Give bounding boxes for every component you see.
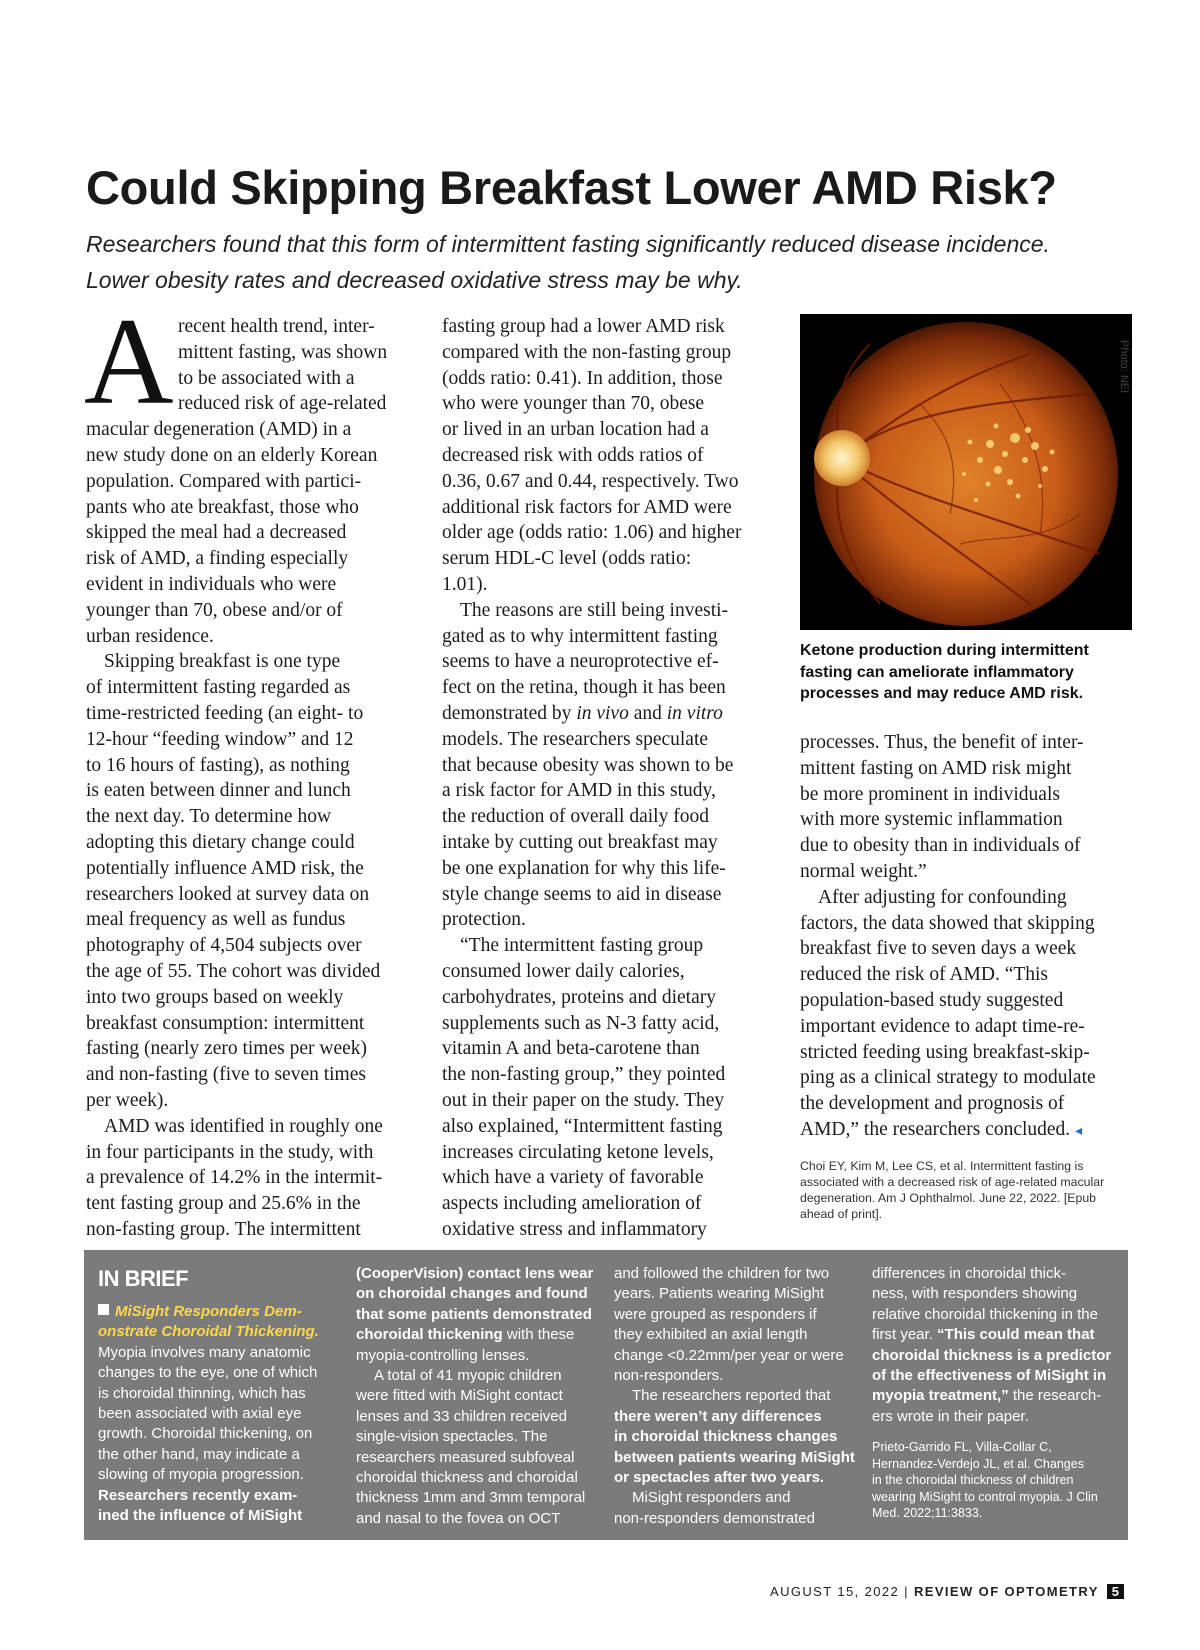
- text-line: style change seems to aid in disease: [442, 883, 722, 905]
- text-line: to 16 hours of fasting), as nothing: [86, 754, 350, 776]
- text-line: important evidence to adapt time-re-: [800, 1015, 1085, 1037]
- text-line: aspects including amelioration of: [442, 1193, 702, 1215]
- page-number: 5: [1107, 1584, 1124, 1599]
- text-line: non-fasting group. The intermittent: [86, 1218, 361, 1240]
- article-reference: [800, 1158, 1140, 1222]
- brief-headline: MiSight Responders Dem-: [115, 1303, 302, 1320]
- brief-line: Myopia involves many anatomic: [98, 1343, 311, 1361]
- text-line: a risk factor for AMD in this study,: [442, 780, 716, 802]
- text-line: the development and prognosis of: [800, 1093, 1065, 1115]
- text-line: processes. Thus, the benefit of inter-: [800, 732, 1084, 753]
- in-brief-box: [84, 1250, 1128, 1540]
- text-line: a prevalence of 14.2% in the intermit-: [86, 1167, 383, 1189]
- brief-line: [356, 1325, 602, 1345]
- text-run: and: [633, 702, 662, 724]
- reference-line: ahead of print].: [800, 1207, 883, 1221]
- text-line: per week).: [86, 1089, 169, 1111]
- text-line: seems to have a neuroprotective ef-: [442, 651, 719, 673]
- text-line: pants who ate breakfast, those who: [86, 496, 359, 518]
- brief-line: A total of 41 myopic children: [374, 1366, 562, 1384]
- photo-caption: [800, 640, 1140, 705]
- subtitle-line: Researchers found that this form of intermittent fasting significantly reduced disease incidence.: [86, 231, 1050, 257]
- brief-line: choroidal thickness is a predictor: [872, 1346, 1112, 1364]
- reference-line: degeneration. Am J Ophthalmol. June 22, 2022. [Epub: [800, 1191, 1097, 1205]
- text-line: [800, 1117, 1140, 1143]
- brief-line: ined the influence of MiSight: [98, 1506, 303, 1524]
- article-title: Could Skipping Breakfast Lower AMD Risk?: [86, 161, 1057, 214]
- brief-line: MiSight responders and: [632, 1489, 791, 1507]
- brief-line: relative choroidal thickening in the: [872, 1305, 1098, 1323]
- in-brief-column-3: [614, 1264, 860, 1529]
- text-line: researchers looked at survey data on: [86, 883, 370, 905]
- text-line: photography of 4,504 subjects over: [86, 935, 362, 957]
- text-line: decreased risk with odds ratios of: [442, 444, 704, 466]
- italic-term: in vitro: [666, 702, 723, 724]
- brief-line: years. Patients wearing MiSight: [614, 1285, 825, 1303]
- text-line: also explained, “Intermittent fasting: [442, 1115, 723, 1137]
- text-line: potentially influence AMD risk, the: [86, 857, 364, 879]
- text-line: fasting (nearly zero times per week): [86, 1038, 367, 1060]
- text-line: in four participants in the study, with: [86, 1141, 374, 1163]
- reference-line: Choi EY, Kim M, Lee CS, et al. Intermittent fasting is: [800, 1159, 1084, 1173]
- text-line: oxidative stress and inflammatory: [442, 1218, 707, 1240]
- text-run: choroidal thickening: [356, 1326, 503, 1344]
- text-line: adopting this dietary change could: [86, 831, 355, 853]
- brief-line: changes to the eye, one of which: [98, 1364, 318, 1382]
- footer-publication: REVIEW OF OPTOMETRY: [913, 1584, 1099, 1599]
- brief-reference-line: Prieto-Garrido FL, Villa-Collar C,: [872, 1440, 1052, 1455]
- brief-line: and nasal to the fovea on OCT: [356, 1509, 561, 1527]
- text-line: the age of 55. The cohort was divided: [86, 960, 381, 982]
- text-line: additional risk factors for AMD were: [442, 496, 732, 518]
- brief-headline: onstrate Choroidal Thickening.: [98, 1323, 319, 1341]
- text-line: After adjusting for confounding: [818, 886, 1067, 908]
- brief-line: they exhibited an axial length: [614, 1326, 808, 1344]
- photo-credit: Photo: NEI: [1118, 340, 1130, 394]
- brief-line: growth. Choroidal thickening, on: [98, 1425, 313, 1443]
- brief-line: differences in choroidal thick-: [872, 1265, 1066, 1282]
- text-line: the reduction of overall daily food: [442, 806, 709, 828]
- brief-line: non-responders demonstrated: [614, 1509, 815, 1527]
- text-run: with these: [506, 1326, 575, 1344]
- text-line: evident in individuals who were: [86, 573, 337, 595]
- brief-line: myopia-controlling lenses.: [356, 1346, 530, 1364]
- text-line: intake by cutting out breakfast may: [442, 831, 718, 853]
- text-run: demonstrated by: [442, 702, 572, 724]
- caption-line: fasting can ameliorate inflammatory: [800, 663, 1074, 681]
- text-line: ping as a clinical strategy to modulate: [800, 1067, 1096, 1089]
- footer-separator: |: [899, 1584, 914, 1599]
- brief-reference: [872, 1439, 1122, 1522]
- text-line: normal weight.”: [800, 860, 927, 882]
- text-run: AMD,” the researchers concluded.: [800, 1118, 1071, 1140]
- brief-line: The researchers reported that: [632, 1387, 831, 1405]
- text-line: 0.36, 0.67 and 0.44, respectively. Two: [442, 470, 739, 492]
- text-line: 12-hour “feeding window” and 12: [86, 728, 354, 750]
- text-line: with more systemic inflammation: [800, 809, 1063, 831]
- brief-line: slowing of myopia progression.: [98, 1466, 304, 1484]
- text-line: 1.01).: [442, 573, 488, 595]
- text-line: models. The researchers speculate: [442, 728, 709, 750]
- bullet-square-icon: [98, 1304, 109, 1315]
- brief-line: were grouped as responders if: [614, 1305, 817, 1323]
- brief-line: been associated with axial eye: [98, 1404, 302, 1422]
- text-line: vitamin A and beta-carotene than: [442, 1038, 700, 1060]
- text-line: to be associated with a: [178, 367, 355, 389]
- brief-line: Researchers recently exam-: [98, 1486, 298, 1504]
- text-line: the next day. To determine how: [86, 806, 332, 828]
- brief-line: is choroidal thinning, which has: [98, 1384, 306, 1402]
- text-line: older age (odds ratio: 1.06) and higher: [442, 522, 742, 544]
- brief-line: single-vision spectacles. The: [356, 1428, 548, 1446]
- article-column-3: [800, 730, 1140, 1143]
- text-line: of intermittent fasting regarded as: [86, 677, 351, 699]
- brief-line: lenses and 33 children received: [356, 1407, 567, 1425]
- brief-line: thickness 1mm and 3mm temporal: [356, 1489, 586, 1507]
- reference-line: associated with a decreased risk of age-related macular: [800, 1175, 1105, 1189]
- brief-reference-line: wearing MiSight to control myopia. J Clin: [872, 1489, 1098, 1504]
- text-line: increases circulating ketone levels,: [442, 1141, 714, 1163]
- brief-line: between patients wearing MiSight: [614, 1448, 855, 1466]
- text-line: supplements such as N-3 fatty acid,: [442, 1012, 720, 1034]
- text-line: compared with the non-fasting group: [442, 341, 732, 363]
- text-line: population. Compared with partici-: [86, 470, 362, 492]
- text-line: carbohydrates, proteins and dietary: [442, 986, 716, 1008]
- text-line: breakfast consumption: intermittent: [86, 1012, 365, 1034]
- text-line: and non-fasting (five to seven times: [86, 1064, 366, 1086]
- text-line: “The intermittent fasting group: [460, 935, 704, 957]
- article-column-2: [442, 314, 772, 1243]
- article-column-1: [84, 293, 416, 1243]
- text-line: into two groups based on weekly: [86, 986, 344, 1008]
- brief-line: the other hand, may indicate a: [98, 1445, 300, 1463]
- brief-line: (CooperVision) contact lens wear: [356, 1265, 594, 1282]
- in-brief-column-1: [98, 1264, 344, 1526]
- text-line: breakfast five to seven days a week: [800, 938, 1077, 960]
- text-line: risk of AMD, a finding especially: [86, 548, 349, 570]
- caption-line: Ketone production during intermittent: [800, 642, 1089, 659]
- text-line: stricted feeding using breakfast-skip-: [800, 1041, 1090, 1063]
- text-line: meal frequency as well as fundus: [86, 909, 346, 931]
- text-line: urban residence.: [86, 625, 214, 647]
- brief-line: [872, 1386, 1122, 1406]
- brief-line: were fitted with MiSight contact: [356, 1387, 563, 1405]
- in-brief-column-4: [872, 1264, 1122, 1522]
- drop-cap: A: [84, 293, 174, 430]
- text-line: AMD was identified in roughly one: [104, 1115, 383, 1137]
- brief-line: ness, with responders showing: [872, 1285, 1078, 1303]
- text-line: recent health trend, inter-: [178, 316, 375, 337]
- text-line: mittent fasting, was shown: [178, 341, 388, 363]
- caption-line: processes and may reduce AMD risk.: [800, 685, 1084, 702]
- text-line: be more prominent in individuals: [800, 783, 1060, 805]
- text-line: mittent fasting on AMD risk might: [800, 757, 1072, 779]
- fundus-photo: [800, 314, 1132, 630]
- brief-line: and followed the children for two: [614, 1265, 830, 1282]
- text-line: The reasons are still being investi-: [460, 599, 729, 621]
- brief-reference-line: in the choroidal thickness of children: [872, 1473, 1074, 1488]
- end-mark-icon: ◂: [1075, 1123, 1083, 1139]
- text-run: myopia treatment,”: [872, 1387, 1009, 1405]
- brief-reference-line: Med. 2022;11:3833.: [872, 1506, 983, 1521]
- brief-line: ers wrote in their paper.: [872, 1407, 1029, 1425]
- brief-line: non-responders.: [614, 1366, 724, 1384]
- text-line: serum HDL-C level (odds ratio:: [442, 548, 692, 570]
- brief-line: in choroidal thickness changes: [614, 1428, 838, 1446]
- footer-date: AUGUST 15, 2022: [770, 1584, 900, 1599]
- in-brief-label: IN BRIEF: [98, 1266, 189, 1291]
- brief-line: researchers measured subfoveal: [356, 1448, 575, 1466]
- text-line: who were younger than 70, obese: [442, 393, 705, 415]
- text-line: skipped the meal had a decreased: [86, 522, 347, 544]
- article-subtitle: [86, 226, 1166, 298]
- text-line: protection.: [442, 909, 526, 931]
- text-line: Skipping breakfast is one type: [104, 651, 341, 673]
- text-line: (odds ratio: 0.41). In addition, those: [442, 367, 723, 389]
- text-line: the non-fasting group,” they pointed: [442, 1064, 726, 1086]
- text-line: tent fasting group and 25.6% in the: [86, 1193, 361, 1215]
- text-run: the research-: [1012, 1387, 1102, 1405]
- page-footer: [770, 1584, 1124, 1599]
- in-brief-column-2: [356, 1264, 602, 1529]
- text-run: “This could mean that: [937, 1326, 1095, 1344]
- text-line: gated as to why intermittent fasting: [442, 625, 718, 647]
- text-line: reduced the risk of AMD. “This: [800, 964, 1049, 986]
- brief-line: on choroidal changes and found: [356, 1285, 588, 1303]
- text-run: first year.: [872, 1326, 933, 1344]
- text-line: younger than 70, obese and/or of: [86, 599, 343, 621]
- text-line: or lived in an urban location had a: [442, 419, 709, 441]
- brief-reference-line: Hernandez-Verdejo JL, et al. Changes: [872, 1456, 1084, 1471]
- text-line: population-based study suggested: [800, 989, 1064, 1011]
- text-line: [442, 701, 772, 727]
- text-line: reduced risk of age-related: [178, 393, 387, 415]
- fundus-illustration: [800, 314, 1132, 630]
- subtitle-line: Lower obesity rates and decreased oxidative stress may be why.: [86, 267, 743, 293]
- brief-line: of the effectiveness of MiSight in: [872, 1366, 1107, 1384]
- text-line: factors, the data showed that skipping: [800, 912, 1095, 934]
- brief-line: [872, 1325, 1122, 1345]
- text-line: which have a variety of favorable: [442, 1167, 704, 1189]
- brief-line: change <0.22mm/per year or were: [614, 1346, 844, 1364]
- text-line: fasting group had a lower AMD risk: [442, 316, 725, 337]
- italic-term: in vivo: [576, 702, 629, 724]
- brief-line: there weren’t any differences: [614, 1407, 822, 1425]
- brief-line: choroidal thickness and choroidal: [356, 1468, 578, 1486]
- text-line: macular degeneration (AMD) in a: [86, 419, 352, 441]
- brief-headline-line: [98, 1302, 344, 1322]
- text-line: be one explanation for why this life-: [442, 857, 726, 879]
- text-line: consumed lower daily calories,: [442, 960, 685, 982]
- brief-line: or spectacles after two years.: [614, 1468, 825, 1486]
- text-line: fect on the retina, though it has been: [442, 677, 726, 699]
- brief-line: that some patients demonstrated: [356, 1305, 592, 1323]
- text-line: out in their paper on the study. They: [442, 1089, 725, 1111]
- text-line: is eaten between dinner and lunch: [86, 780, 351, 802]
- text-line: new study done on an elderly Korean: [86, 444, 378, 466]
- text-line: time-restricted feeding (an eight- to: [86, 702, 364, 724]
- text-line: that because obesity was shown to be: [442, 754, 734, 776]
- text-line: due to obesity than in individuals of: [800, 835, 1081, 857]
